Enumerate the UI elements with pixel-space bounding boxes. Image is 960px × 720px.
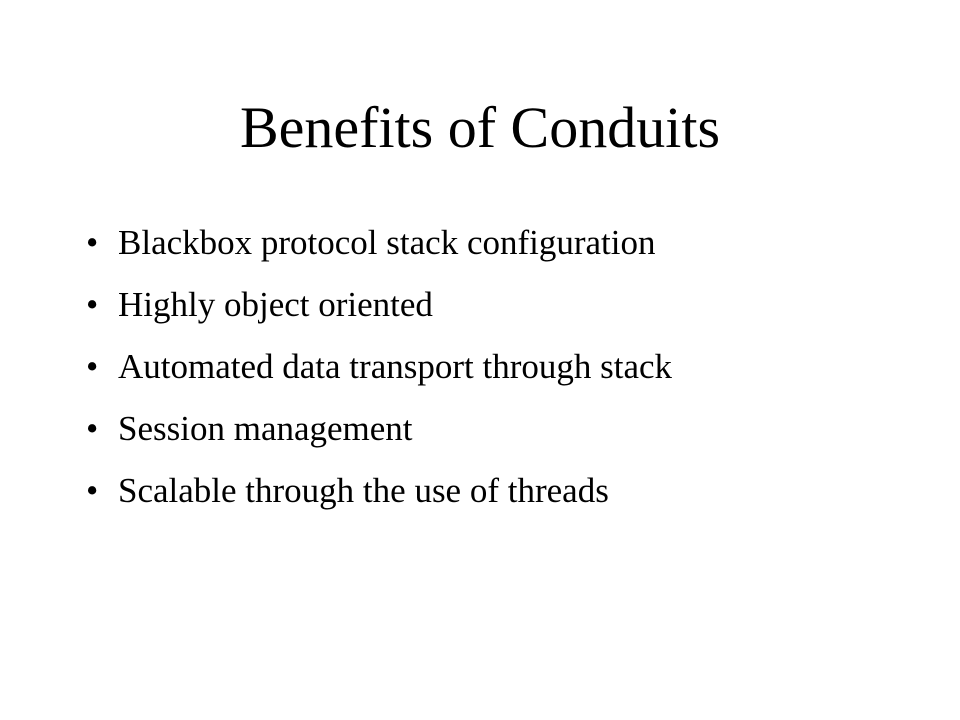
bullet-icon: •: [86, 223, 99, 262]
bullet-item: [86, 460, 906, 522]
bullet-item: [86, 212, 906, 274]
bullet-text: Automated data transport through stack: [118, 347, 673, 386]
bullet-icon: •: [86, 471, 99, 510]
bullet-icon: •: [86, 347, 99, 386]
bullet-icon: •: [86, 409, 99, 448]
bullet-text: Scalable through the use of threads: [118, 471, 609, 510]
bullet-item: [86, 398, 906, 460]
bullet-text: Highly object oriented: [118, 285, 433, 324]
bullet-text: Blackbox protocol stack configuration: [118, 223, 656, 262]
bullet-list: [86, 212, 906, 522]
slide-title: Benefits of Conduits: [239, 95, 721, 160]
bullet-text: Session management: [118, 409, 413, 448]
bullet-icon: •: [86, 285, 99, 324]
bullet-item: [86, 336, 906, 398]
bullet-item: [86, 274, 906, 336]
